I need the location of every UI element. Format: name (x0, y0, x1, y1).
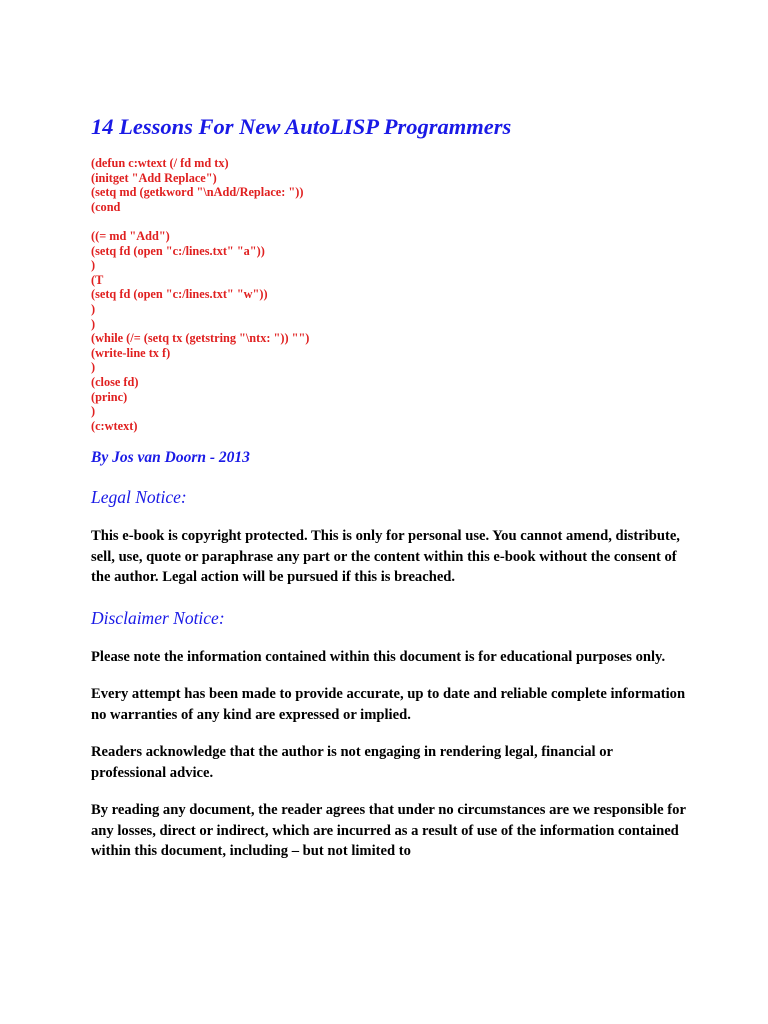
author-byline: By Jos van Doorn - 2013 (91, 449, 250, 467)
code-line: (initget "Add Replace") (91, 170, 217, 185)
code-line: (c:wtext) (91, 418, 138, 433)
code-line: (setq md (getkword "\nAdd/Replace: ")) (91, 185, 304, 200)
code-line (91, 214, 691, 229)
document-title: 14 Lessons For New AutoLISP Programmers (91, 114, 512, 139)
disclaimer-notice-heading: Disclaimer Notice: (91, 607, 225, 628)
code-line: (setq fd (open "c:/lines.txt" "a")) (91, 243, 265, 258)
code-line: (defun c:wtext (/ fd md tx) (91, 156, 229, 170)
code-line: (cond (91, 199, 121, 214)
legal-notice-paragraph: This e-book is copyright protected. This is only for personal use. You cannot amend, distribute, sell, use, quote or paraphrase any part or the content within this e-book without the consent of the author. Legal action will be pursued if this is breached. (91, 528, 680, 586)
disclaimer-paragraph: Readers acknowledge that the author is not engaging in rendering legal, financial or professional advice. (91, 744, 613, 781)
code-block (91, 156, 691, 433)
code-line: ) (91, 258, 96, 273)
disclaimer-paragraph: Please note the information contained within this document is for educational purposes only. (91, 648, 666, 665)
code-line: ) (91, 360, 96, 375)
legal-notice-heading: Legal Notice: (91, 487, 187, 508)
code-line: (close fd) (91, 374, 139, 389)
code-line: ) (91, 316, 96, 331)
code-line: ) (91, 404, 96, 419)
code-line: ((= md "Add") (91, 228, 170, 243)
code-line: (write-line tx f) (91, 345, 171, 360)
code-line: (T (91, 272, 104, 287)
disclaimer-paragraph: Every attempt has been made to provide accurate, up to date and reliable complete information no warranties of any kind are expressed or implied. (91, 686, 686, 723)
document-page (91, 112, 691, 862)
code-line: ) (91, 301, 96, 316)
code-line: (while (/= (setq tx (getstring "\ntx: ")) "") (91, 331, 310, 346)
code-line: (princ) (91, 389, 128, 404)
disclaimer-paragraph: By reading any document, the reader agrees that under no circumstances are we responsible for any losses, direct or indirect, which are incurred as a result of use of the information contained within this document, including – but not limited to (91, 802, 686, 860)
code-line: (setq fd (open "c:/lines.txt" "w")) (91, 287, 268, 302)
